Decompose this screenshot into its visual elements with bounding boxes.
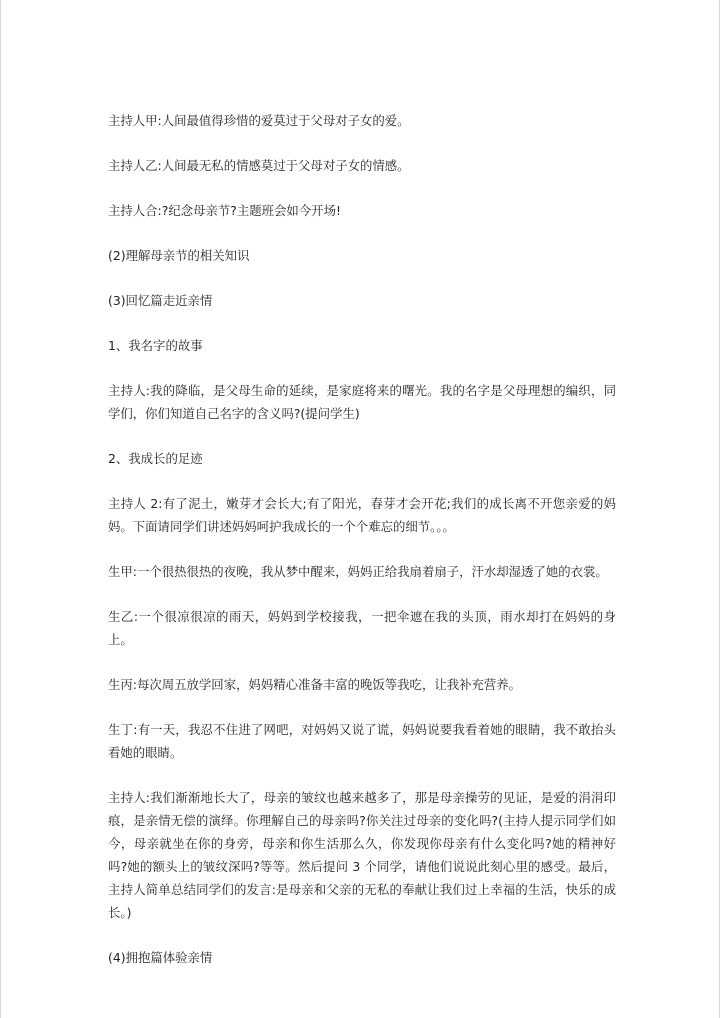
section-heading-3: (3)回忆篇走近亲情: [108, 293, 213, 308]
section-heading-4: (4)拥抱篇体验亲情: [108, 950, 213, 965]
subheading-name-story: 1、我名字的故事: [108, 338, 203, 353]
paragraph-hosts-together: 主持人合:?纪念母亲节?主题班会如今开场!: [108, 203, 341, 218]
subheading-growth: 2、我成长的足迹: [108, 451, 203, 466]
paragraph-host-summary: 主持人:我们渐渐地长大了，母亲的皱纹也越来越多了，那是母亲操劳的见证，是爱的涓涓印痕，是亲情无偿的演绎。你理解自己的母亲吗?你关注过母亲的变化吗?(主持人提示同学们如今，母亲就坐在你的身旁，母亲和你生活那么久，你发现你母亲有什么变化吗?她的精神好吗?她的额头上的皱纹深吗?等等。然后提问 3 个同学，请他们说说此刻心里的感受。最后，主持人简单总结同学们的发言:是母亲和父亲的无私的奉献让我们过上幸福的生活，快乐的成长。): [108, 790, 616, 920]
paragraph-host-b: 主持人乙:人间最无私的情感莫过于父母对子女的情感。: [108, 158, 410, 173]
paragraph-host-a: 主持人甲:人间最值得珍惜的爱莫过于父母对子女的爱。: [108, 113, 410, 128]
section-heading-2: (2)理解母亲节的相关知识: [108, 248, 250, 263]
paragraph-host-2: 主持人 2:有了泥土，嫩芽才会长大;有了阳光，春芽才会开花;我们的成长离不开您亲爱的妈妈。下面请同学们讲述妈妈呵护我成长的一个个难忘的细节。。。: [108, 496, 616, 534]
paragraph-host-name: 主持人:我的降临，是父母生命的延续，是家庭将来的曙光。我的名字是父母理想的编织，同学们，你们知道自己名字的含义吗?(提问学生): [108, 383, 616, 421]
paragraph-student-b: 生乙:一个很凉很凉的雨天，妈妈到学校接我，一把伞遮在我的头顶，雨水却打在妈妈的身上。: [108, 609, 616, 647]
document-body: [108, 109, 616, 991]
paragraph-student-c: 生丙:每次周五放学回家，妈妈精心准备丰富的晚饭等我吃，让我补充营养。: [108, 677, 522, 692]
paragraph-student-d: 生丁:有一天，我忍不住进了网吧，对妈妈又说了谎，妈妈说要我看着她的眼睛，我不敢抬头看她的眼睛。: [108, 722, 616, 760]
paragraph-student-a: 生甲:一个很热很热的夜晚，我从梦中醒来，妈妈正给我扇着扇子，汗水却湿透了她的衣裳。: [108, 564, 608, 579]
